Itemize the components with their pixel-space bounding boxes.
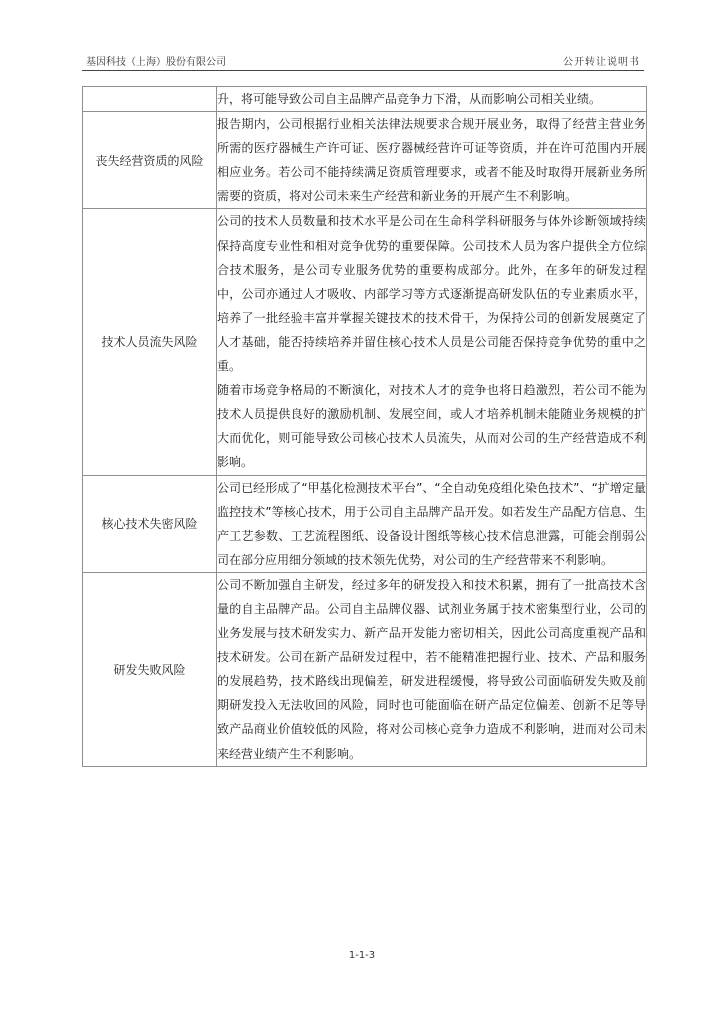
risk-name: 研发失败风险: [113, 662, 186, 677]
page-number: 1-1-3: [348, 950, 376, 961]
risk-paragraph: 报告期内，公司根据行业相关法律法规要求合规开展业务，取得了经营主营业务所需的医疗器械生产许可证、医疗器械经营许可证等资质，并在许可范围内开展相应业务。若公司不能持续满足资质管理要求，或者不能及时取得开展新业务所需要的资质，将对公司未来生产经营和新业务的开展产生不利影响。: [217, 117, 646, 204]
risk-description-cell: [217, 112, 647, 209]
table-row: [83, 87, 647, 112]
risk-description-cell: [217, 209, 647, 475]
risk-paragraph: 随着市场竞争格局的不断演化，对技术人才的竞争也将日趋激烈，若公司不能为技术人员提供良好的激励机制、发展空间，或人才培养机制未能随业务规模的扩大而优化，则可能导致公司核心技术人员流失，从而对公司的生产经营造成不利影响。: [217, 383, 646, 470]
table-row: [83, 475, 647, 572]
page-header: [82, 50, 644, 68]
header-rule: [82, 70, 644, 71]
risk-name: 技术人员流失风险: [101, 335, 198, 350]
risk-name-cell: [83, 572, 217, 766]
company-name: 基因科技（上海）股份有限公司: [86, 57, 226, 68]
risk-name-cell: [83, 112, 217, 209]
document-title: 公开转让说明书: [563, 57, 640, 68]
risk-name-cell: [83, 475, 217, 572]
risk-description-cell: [217, 87, 647, 112]
risk-paragraph: 公司已经形成了“甲基化检测技术平台”、“全自动免疫组化染色技术”、“扩增定量监控技术”等核心技术，用于公司自主品牌产品开发。如若发生产品配方信息、生产工艺参数、工艺流程图纸、设备设计图纸等核心技术信息泄露，可能会削弱公司在部分应用细分领域的技术领先优势，对公司的生产经营带来不利影响。: [217, 480, 646, 567]
risk-name: 核心技术失密风险: [101, 517, 198, 532]
risk-paragraph: 公司不断加强自主研发，经过多年的研发投入和技术积累，拥有了一批高技术含量的自主品牌产品。公司自主品牌仪器、试剂业务属于技术密集型行业，公司的业务发展与技术研发实力、新产品开发能力密切相关，因此公司高度重视产品和技术研发。公司在新产品研发过程中，若不能精准把握行业、技术、产品和服务的发展趋势，技术路线出现偏差，研发进程缓慢，将导致公司面临研发失败及前期研发投入无法收回的风险，同时也可能面临在研产品定位偏差、创新不足等导致产品商业价值较低的风险，将对公司核心竞争力造成不利影响，进而对公司未来经营业绩产生不利影响。: [217, 577, 646, 761]
risk-description-cell: [217, 475, 647, 572]
table-row: [83, 572, 647, 766]
risk-paragraph: 公司的技术人员数量和技术水平是公司在生命科学科研服务与体外诊断领域持续保持高度专业性和相对竞争优势的重要保障。公司技术人员为客户提供全方位综合技术服务，是公司专业服务优势的重要构成部分。此外，在多年的研发过程中，公司亦通过人才吸收、内部学习等方式逐渐提高研发队伍的专业素质水平，培养了一批经验丰富并掌握关键技术的技术骨干，为保持公司的创新发展奠定了人才基础，能否持续培养并留住核心技术人员是公司能否保持竞争优势的重中之重。: [217, 214, 646, 374]
risk-table: [82, 86, 647, 767]
risk-name-cell: [83, 209, 217, 475]
risk-description-cell: [217, 572, 647, 766]
risk-paragraph: 升，将可能导致公司自主品牌产品竞争力下滑，从而影响公司相关业绩。: [217, 92, 602, 106]
risk-name: 丧失经营资质的风险: [95, 153, 204, 168]
risk-name-cell: [83, 87, 217, 112]
table-row: [83, 209, 647, 475]
table-row: [83, 112, 647, 209]
